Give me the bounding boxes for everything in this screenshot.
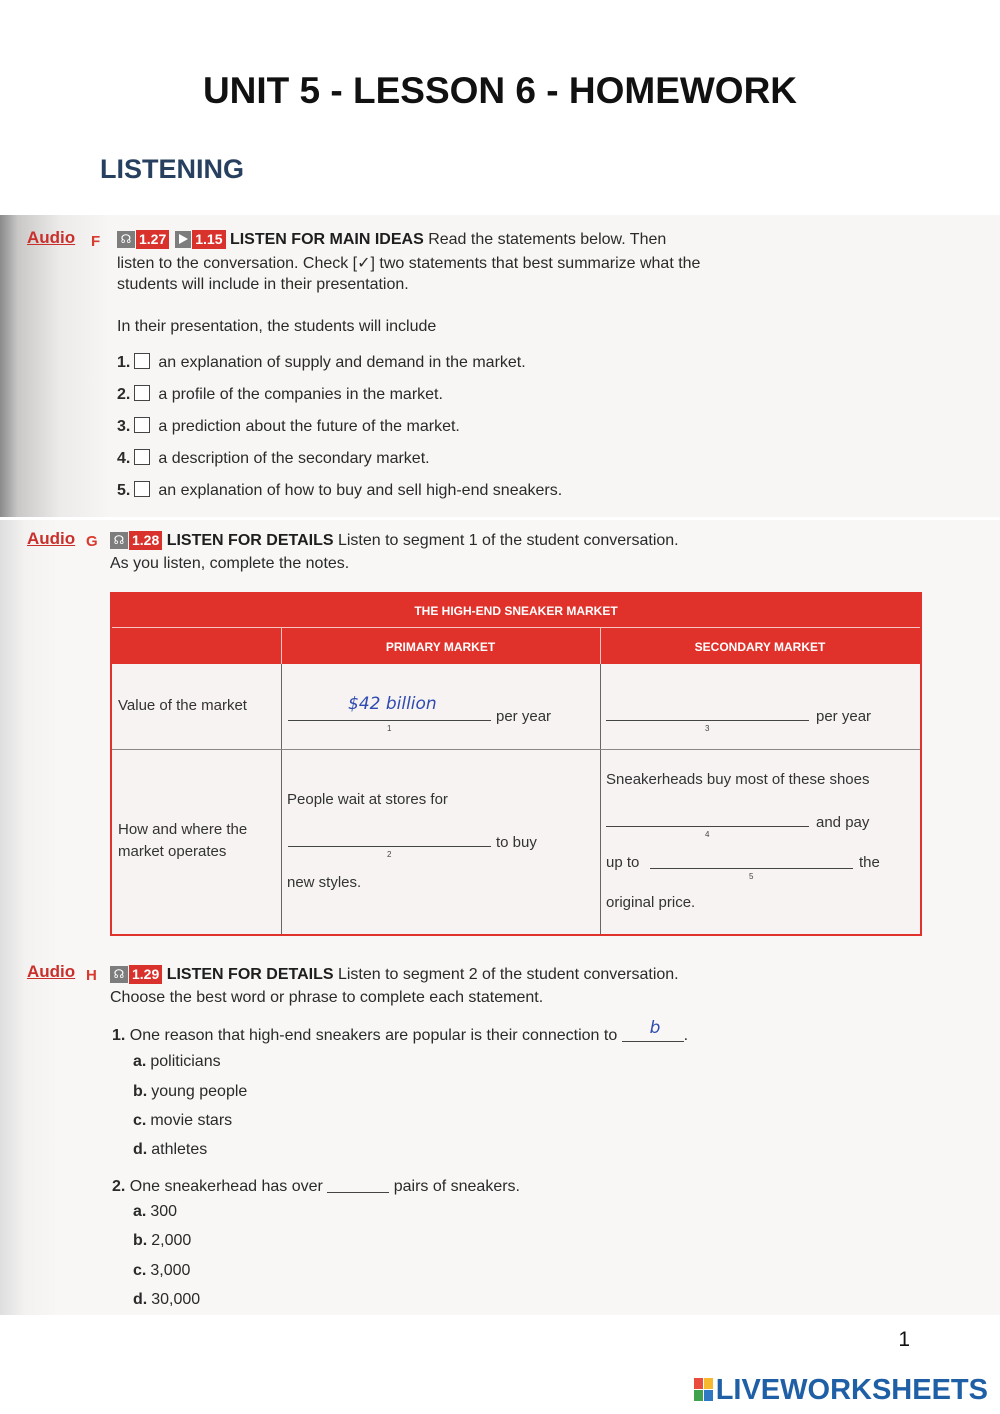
column-header-secondary: SECONDARY MARKET bbox=[694, 640, 826, 654]
video-play-icon bbox=[175, 231, 191, 248]
headphones-icon: ☊ bbox=[110, 966, 128, 983]
exercise-h-letter: H bbox=[86, 967, 97, 984]
question-1: 1. One reason that high-end sneakers are popular is their connection to b . bbox=[112, 1018, 689, 1044]
exercise-f-heading: LISTEN FOR MAIN IDEAS bbox=[229, 231, 424, 248]
exercise-f-letter: F bbox=[91, 233, 101, 250]
blank-3[interactable] bbox=[606, 720, 809, 721]
exercise-h-heading: LISTEN FOR DETAILS bbox=[166, 966, 334, 983]
secondary-text-2: and pay bbox=[816, 814, 870, 831]
secondary-text-5: original price. bbox=[606, 894, 696, 911]
row-label-operates-1: How and where the bbox=[118, 821, 248, 838]
page-number: 1 bbox=[898, 1328, 910, 1351]
checkbox-2[interactable] bbox=[134, 385, 150, 401]
checklist-item: 1. an explanation of supply and demand in the market. bbox=[117, 354, 526, 371]
option-item[interactable]: a. politicians bbox=[133, 1053, 221, 1070]
exercise-g-instruction-1: Listen to segment 1 of the student conversation. bbox=[337, 532, 679, 549]
video-track-badge: 1.15 bbox=[192, 230, 225, 249]
exercise-f-instruction-1: Read the statements below. Then bbox=[428, 231, 667, 248]
audio-link-g[interactable]: Audio bbox=[27, 529, 76, 548]
primary-text-1: People wait at stores for bbox=[287, 791, 448, 808]
primary-text-2: to buy bbox=[496, 834, 537, 851]
option-item[interactable]: c. movie stars bbox=[133, 1112, 233, 1129]
exercise-g-instruction-2: As you listen, complete the notes. bbox=[110, 555, 350, 572]
checkbox-4[interactable] bbox=[134, 449, 150, 465]
table-title: THE HIGH-END SNEAKER MARKET bbox=[414, 604, 618, 618]
checklist-item: 2. a profile of the companies in the market. bbox=[117, 386, 443, 403]
option-item[interactable]: d. athletes bbox=[133, 1141, 208, 1158]
secondary-text-4: the bbox=[859, 854, 880, 871]
exercise-h-instruction-1: Listen to segment 2 of the student conversation. bbox=[337, 966, 679, 983]
answer-blank-q2[interactable] bbox=[327, 1178, 389, 1193]
exercise-f-instruction-2: listen to the conversation. Check [✓] two statements that best summarize what the bbox=[117, 255, 701, 272]
option-item[interactable]: a. 300 bbox=[133, 1203, 178, 1220]
column-header-primary: PRIMARY MARKET bbox=[385, 640, 496, 654]
exercise-f-instruction-3: students will include in their presentation. bbox=[117, 276, 409, 293]
option-item[interactable]: b. 2,000 bbox=[133, 1232, 192, 1249]
checkbox-1[interactable] bbox=[134, 353, 150, 369]
audio-link-f[interactable]: Audio bbox=[27, 228, 76, 247]
blank-number: 1 bbox=[387, 724, 392, 733]
exercise-f-lead: In their presentation, the students will include bbox=[117, 318, 437, 335]
brand-name: LIVEWORKSHEETS bbox=[715, 1374, 988, 1406]
headphones-icon: ☊ bbox=[110, 532, 128, 549]
checklist-item: 3. a prediction about the future of the market. bbox=[117, 418, 460, 435]
audio-track-badge: 1.28 bbox=[129, 531, 162, 550]
option-item[interactable]: d. 30,000 bbox=[133, 1291, 201, 1308]
blank-5[interactable] bbox=[650, 868, 853, 869]
liveworksheets-icon bbox=[694, 1378, 714, 1402]
exercise-g-heading: LISTEN FOR DETAILS bbox=[166, 532, 334, 549]
answer-1[interactable]: $42 billion bbox=[348, 694, 437, 714]
audio-link-h[interactable]: Audio bbox=[27, 962, 76, 981]
headphones-icon: ☊ bbox=[117, 231, 135, 248]
secondary-text-3: up to bbox=[606, 854, 640, 871]
question-2: 2. One sneakerhead has over pairs of sneakers. bbox=[112, 1178, 520, 1195]
answer-q1: b bbox=[649, 1018, 661, 1038]
checkbox-5[interactable] bbox=[134, 481, 150, 497]
page-title: UNIT 5 - LESSON 6 - HOMEWORK bbox=[202, 70, 798, 111]
row-label-value: Value of the market bbox=[118, 697, 247, 714]
brand-logo[interactable] bbox=[694, 1374, 988, 1407]
secondary-text-1: Sneakerheads buy most of these shoes bbox=[606, 771, 870, 788]
exercise-g-letter: G bbox=[86, 533, 98, 550]
option-item[interactable]: c. 3,000 bbox=[133, 1262, 191, 1279]
blank-1[interactable] bbox=[288, 720, 491, 721]
primary-text-3: new styles. bbox=[287, 874, 362, 891]
blank-number: 5 bbox=[749, 872, 754, 881]
per-year-label: per year bbox=[816, 708, 872, 725]
per-year-label: per year bbox=[496, 708, 552, 725]
exercise-h-instruction-2: Choose the best word or phrase to complete each statement. bbox=[110, 989, 544, 1006]
checklist-item: 4. a description of the secondary market. bbox=[117, 450, 430, 467]
audio-track-badge: 1.27 bbox=[136, 230, 169, 249]
blank-2[interactable] bbox=[288, 846, 491, 847]
exercise-h-heading-line bbox=[110, 964, 679, 986]
blank-number: 3 bbox=[705, 724, 710, 733]
checklist-item: 5. an explanation of how to buy and sell high-end sneakers. bbox=[117, 482, 563, 499]
row-label-operates-2: market operates bbox=[118, 843, 227, 860]
answer-blank-q1[interactable] bbox=[622, 1018, 684, 1042]
audio-track-badge: 1.29 bbox=[129, 965, 162, 984]
checkbox-3[interactable] bbox=[134, 417, 150, 433]
exercise-f-heading-line bbox=[117, 229, 666, 251]
exercise-g-heading-line bbox=[110, 530, 679, 552]
section-heading: LISTENING bbox=[100, 154, 245, 184]
blank-4[interactable] bbox=[606, 826, 809, 827]
option-item[interactable]: b. young people bbox=[133, 1083, 248, 1100]
blank-number: 4 bbox=[705, 830, 710, 839]
blank-number: 2 bbox=[387, 850, 392, 859]
sneaker-market-table bbox=[110, 592, 922, 936]
